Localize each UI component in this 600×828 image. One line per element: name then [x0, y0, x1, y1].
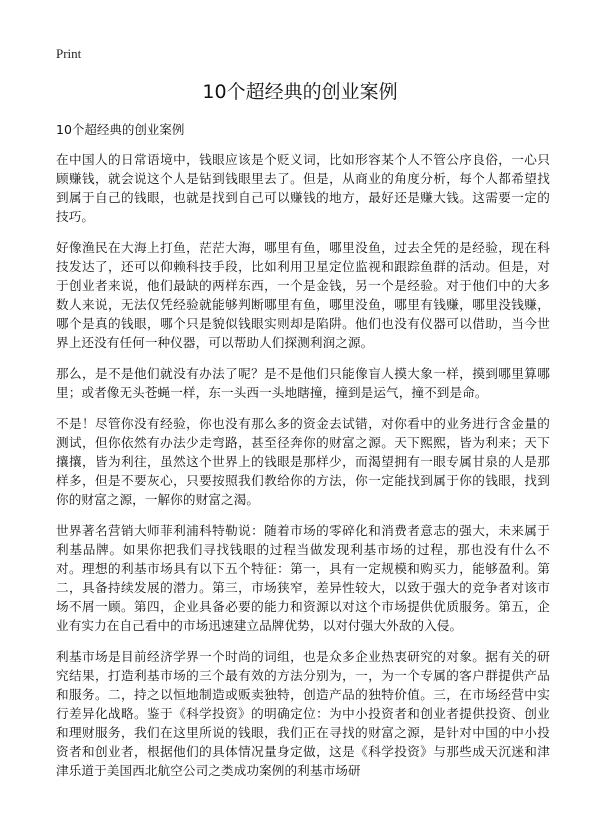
article-body: [56, 150, 550, 792]
article-paragraph: 不是！尽管你没有经验，你也没有那么多的资金去试错，对你看中的业务进行含金量的测试，但你依然有办法少走弯路，甚至径奔你的财富之源。天下熙熙，皆为利来；天下攘攘，皆为利往，虽然这个世界上的钱眼是那样少，而渴望拥有一眼专属甘泉的人是那样多，但是不要灰心，只要按照我们教给你的方法，你一定能找到属于你的钱眼，找到你的财富之源，一解你的财富之渴。: [56, 416, 550, 507]
article-paragraph: 世界著名营销大师菲利浦科特勒说：随着市场的零碎化和消费者意志的强大，未来属于利基品牌。如果你把我们寻找钱眼的过程当做发现利基市场的过程，那也没有什么不对。理想的利基市场具有以下五个特征：第一，具有一定规模和购买力，能够盈利。第二，具备持续发展的潜力。第三，市场狭窄，差异性较大，以致于强大的竞争者对该市场不屑一顾。第四，企业具备必要的能力和资源以对这个市场提供优质服务。第五，企业有实力在自己看中的市场迅速建立品牌优势，以对付强大外敌的入侵。: [56, 523, 550, 633]
print-link[interactable]: Print: [56, 46, 82, 61]
article-paragraph: 好像渔民在大海上打鱼，茫茫大海，哪里有鱼，哪里没鱼，过去全凭的是经验，现在科技发达了，还可以仰赖科技手段，比如利用卫星定位监视和跟踪鱼群的活动。但是，对于创业者来说，他们最缺的两样东西，一个是金钱，另一个是经验。对于他们中的大多数人来说，无法仅凭经验就能够判断哪里有鱼，哪里没鱼，哪里有钱赚，哪里没钱赚，哪个是真的钱眼，哪个只是貌似钱眼实则却是陷阱。他们也没有仪器可以借助，当今世界上还没有任何一种仪器，可以帮助人们探测利润之源。: [56, 240, 550, 350]
article-subtitle: 10个超经典的创业案例: [56, 122, 185, 137]
article-paragraph: 在中国人的日常语境中，钱眼应该是个贬义词，比如形容某个人不管公序良俗，一心只顾赚钱，就会说这个人是钻到钱眼里去了。但是，从商业的角度分析，每个人都希望找到属于自己的钱眼，也就是找到自己可以赚钱的地方，最好还是赚大钱。这需要一定的技巧。: [56, 152, 550, 224]
article-paragraph: 那么，是不是他们就没有办法了呢？是不是他们只能像盲人摸大象一样，摸到哪里算哪里；或者像无头苍蝇一样，东一头西一头地瞎撞，撞到是运气，撞不到是命。: [56, 366, 550, 400]
article-paragraph: 利基市场是目前经济学界一个时尚的词组，也是众多企业热衷研究的对象。据有关的研究结果，打造利基市场的三个最有效的方法分别为，一，为一个专属的客户群提供产品和服务。二，持之以恒地制造或贩卖独特，创造产品的独特价值。三，在市场经营中实行差异化战略。鉴于《科学投资》的明确定位：为中小投资者和创业者提供投资、创业和理财服务，我们在这里所说的钱眼，我们正在寻找的财富之源，是针对中国的中小投资者和创业者，根据他们的具体情况量身定做，这是《科学投资》与那些成天沉迷和津津乐道于美国西北航空公司之类成功案例的利基市场研: [56, 649, 550, 778]
article-title: 10个超经典的创业案例: [202, 81, 398, 103]
